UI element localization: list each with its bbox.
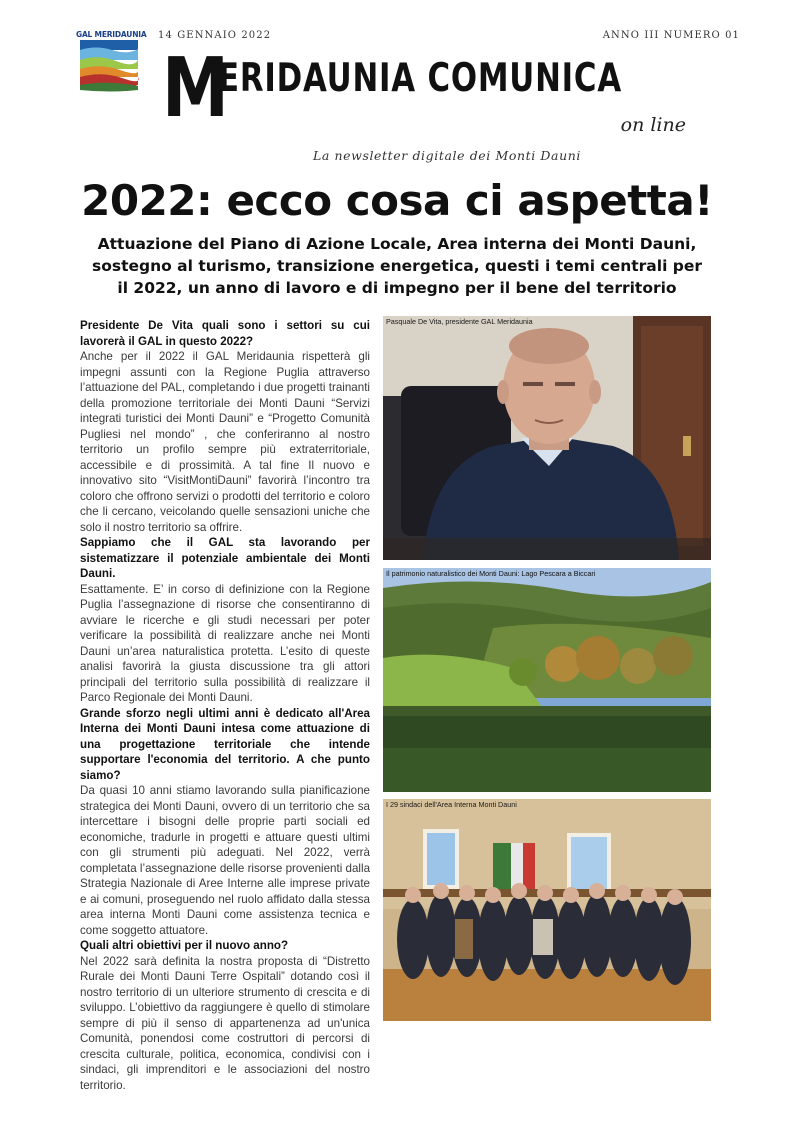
masthead-online: on line [620, 114, 686, 136]
interview-question: Sappiamo che il GAL sta lavorando per sistematizzare il potenziale ambientale dei Monti Dauni. [80, 536, 370, 580]
interview-question: Quali altri obiettivi per il nuovo anno? [80, 939, 289, 952]
lake-caption: Il patrimonio naturalistico dei Monti Dauni: Lago Pescara a Biccari [386, 569, 596, 578]
interview-question: Presidente De Vita quali sono i settori su cui lavorerà il GAL in questo 2022? [80, 319, 370, 348]
interview-answer: Esattamente. E’ in corso di definizione con la Regione Puglia l’assegnazione di risorse che consentiranno di avviare le ricerche e gli studi necessari per poter verificare la possibilità di realizzare anche nei Monti Dauni un’area naturalistica protetta. L’esito di queste analisi favorirà la giusta discussione tra gli attori principali del territorio sulla possibilità di realizzare il Parco Regionale dei Monti Dauni. [80, 582, 370, 704]
interview-answer: Anche per il 2022 il GAL Meridaunia rispetterà gli impegni assunti con la Regione Puglia attraverso l’attuazione del PAL, completando i due progetti trainanti della promozione territoriale dei Monti Dauni “Servizi integrati turistici dei Monti Dauni” e “Progetto Comunità Pugliesi nel mondo” , che conferiranno al nostro territorio un profilo sempre più extraterritoriale, accessibile e di prossimità. A tal fine Il nuovo e innovativo sito “VisitMontiDauni” favorirà l’incontro tra coloro che offrono servizi o prodotti del territorio e coloro che li cercano, veicolando quelle sensazioni uniche che solo il nostro territorio sa offrire. [80, 350, 370, 534]
group-caption: I 29 sindaci dell'Area Interna Monti Dauni [386, 800, 517, 809]
tagline [0, 148, 794, 163]
subheadline: Attuazione del Piano di Azione Locale, Area interna dei Monti Dauni, sostegno al turismo, transizione energetica, questi i temi centrali per il 2022, un anno di lavoro e di impegno per il bene del territorio [91, 235, 703, 297]
interview-answer: Da quasi 10 anni stiamo lavorando sulla pianificazione strategica dei Monti Dauni, ovvero di un territorio che sa intercettare i bisogni delle proprie parti sociali ed economiche, tradurle in progetti e attuare questi ultimi con gli strumenti più adeguati. Nel 2022, verrà completata l’assegnazione delle risorse provenienti dalla Strategia Nazionale di Aree Interne alle imprese private e ai comuni, proseguendo nel ruolo affidato dalla stessa area interna Monti Dauni come assistenza tecnica e come soggetto attuatore. [80, 784, 371, 937]
headline: 2022: ecco cosa ci aspetta! [81, 176, 713, 225]
masthead-title: ERIDAUNIA COMUNICA [218, 56, 622, 101]
interview-answer: Nel 2022 sarà definita la nostra proposta di “Distretto Rurale dei Monti Dauni Terre Ospitali” dotando così il nostro territorio di un ulteriore strumento di crescita e di sviluppo. L’obiettivo da raggiungere è quello di stimolare sempre di più il senso di appartenenza ad un'unica Comunità, ponendosi come costruttori di percorsi di crescita culturale, politica, economica, condivisi con i sindaci, gli imprenditori e le associazioni del nostro territorio. [80, 954, 370, 1092]
logo-landscape-icon [76, 30, 147, 94]
portrait-caption: Pasquale De Vita, presidente GAL Meridaunia [386, 317, 533, 326]
portrait-photo [383, 316, 711, 560]
interview-question: Grande sforzo negli ultimi anni è dedicato all'Area Interna dei Monti Dauni intesa come attuazione di una progettazione territoriale che intende supportare l'economia del territorio. A che punto siamo? [80, 706, 370, 782]
group-photo [383, 799, 711, 1021]
issue-date: 14 GENNAIO 2022 [158, 30, 272, 41]
masthead-initial: M [162, 41, 229, 136]
masthead [162, 41, 682, 136]
issue-number: ANNO III NUMERO 01 [602, 30, 740, 41]
lake-photo [383, 568, 711, 792]
logo-text: GAL MERIDAUNIA [76, 30, 147, 39]
tagline-text: La newsletter digitale dei Monti Dauni [312, 148, 582, 163]
article-body [80, 318, 370, 1093]
gal-logo [76, 30, 147, 94]
